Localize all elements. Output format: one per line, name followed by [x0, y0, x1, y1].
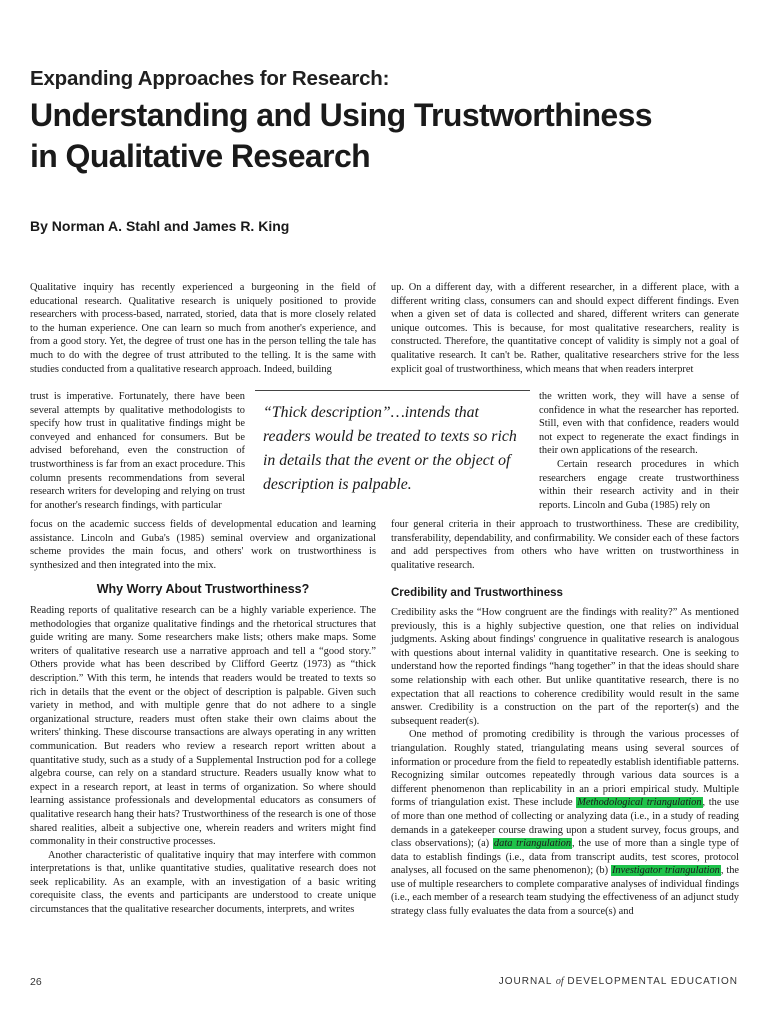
right-paragraph-top: up. On a different day, with a different researcher, in a different place, with a different writing class, consumers can and should expect different findings. Even when a given set of data is collected and shared, different writers can generate unique outcomes. This is because, for most qualitative researchers, reality is constructed. Therefore, the quantitative concept of validity is simply not a goal of qualitative research. It can't be. Rather, qualitative researchers strive for the less explicit goal of trustworthiness, which means that when readers interpret — [391, 282, 739, 375]
article-title — [30, 95, 750, 177]
journal-name-part1: JOURNAL — [498, 976, 553, 987]
body-paragraph: Credibility asks the “How congruent are the findings with reality?” As mentioned previously, this is a highly subjective question, one that relies on individual judgments. Asking about findings' congruence in qualitative research is analogous with questions about internal validity in quantitative research. One is seeking to understand how the reported findings “hang together” in that the ideas should share some relationship with each other. But unlike quantitative research, there is no expectation that all reactions to coherence credibility would result in the same answer. Credibility is a construction on the part of the reporter(s) and the subsequent reader(s). — [391, 607, 739, 727]
right-column-wrap — [539, 390, 739, 512]
title-line-1: Understanding and Using Trustworthiness — [30, 97, 652, 133]
highlight-data: data triangulation — [493, 838, 572, 850]
section-heading-why-worry: Why Worry About Trustworthiness? — [96, 582, 310, 596]
left-column-intro — [30, 281, 376, 376]
text-run: , the use of multiple researchers to complete comparative analyses of individual findings (i.e., each member of a research team studying the effectiveness of an adjunct study strategy class fully evaluates the data from a source(s) and — [391, 865, 740, 918]
body-paragraph: Reading reports of qualitative research can be a highly variable experience. The methodologies that organize qualitative findings and the rhetorical structures that guide writing are many. Some researchers make lists; others make maps. Some writers of qualitative research use a narrative approach and tell a “good story.” Others provide what has been described by Clifford Geertz (1973) as “thick description.” With this term, he intends that readers would be treated to texts so rich in details that the event or the object of description is palpable. Given such variety in method, and with multiple genre that do not adhere to a single organizational structure, readers must often stake their own claims about the writers' thinking. These discourse transactions are always operating in any written communication. But readers who review a research report written about a quantitative study, such as a study of a Supplemental Instruction pod for a college algebra course, can rely on a standard structure. Readers usually know what to expect in a research report, at least in terms of organization. So where should learning assistance professionals and developmental educators as consumers of qualitative research hang their hats? Trustworthiness of the research is one of those shared realities, albeit a subjective one, wherein readers and writers might find commonality in their constructive processes. — [30, 605, 376, 848]
right-paragraph-rest: four general criteria in their approach to trustworthiness. These are credibility, transferability, dependability, and confirmability. We consider each of these factors and add perspectives from others who have written on trustworthiness in qualitative research. — [391, 519, 739, 571]
highlight-methodological: Methodological triangulation — [577, 797, 702, 809]
highlight-investigator: Investigator triangulation — [611, 865, 720, 877]
section-heading-credibility: Credibility and Trustworthiness — [391, 587, 563, 599]
article-kicker: Expanding Approaches for Research: — [30, 67, 390, 90]
right-column-rest — [391, 518, 739, 572]
journal-name-part2: DEVELOPMENTAL EDUCATION — [567, 976, 738, 987]
left-column-body — [30, 604, 376, 917]
journal-name — [499, 976, 738, 987]
right-paragraph-wrap-2: Certain research procedures in which researchers engage create trustworthiness within their research activity and in their reports. Lincoln and Guba (1985) rely on — [539, 458, 739, 511]
page-number: 26 — [30, 976, 42, 988]
body-paragraph: Another characteristic of qualitative inquiry that may interfere with common interpretations is that, unlike quantitative studies, qualitative research does not seek replicability. As an example, with an investigation of a basic writing corequisite class, the events and participants are understood to create unique circumstances that the qualitative researcher documents, interprets, and writes — [30, 849, 376, 916]
right-column-top — [391, 281, 739, 376]
body-paragraph-triangulation — [391, 728, 739, 918]
right-column-body — [391, 606, 739, 919]
left-column-rest — [30, 518, 376, 572]
text-run: , the use of more than a single type of data to establish findings (i.e., data from transcript audits, test scores, protocol analyses, all focused on the same phenomenon); (b) — [391, 838, 739, 877]
left-column-wrap — [30, 390, 245, 512]
text-run: One method of promoting credibility is through the various processes of triangulation. Roughly stated, triangulating means using several sources of information or procedure from the field to repeatedly establish identifiable patterns. Recognizing similar outcomes repeatedly through various data sources is a different phenomenon than replicability in an a priori empirical study. Multiple forms of triangulation exist. These include — [391, 729, 739, 809]
journal-name-of: of — [555, 976, 564, 987]
pull-quote-text: “Thick description”…intends that readers would be treated to texts so rich in details that the event or the object of description is palpable. — [263, 404, 517, 493]
intro-paragraph-top: Qualitative inquiry has recently experienced a burgeoning in the field of educational research. Qualitative research is uniquely positioned to provide researchers with process-based, narrated, storied, data that is more closely related to the human experience. One can learn so much from another's experience, and from a good story. Yet, the degree of trust one has in the person telling the tale has much to do with the degree of trust attributed to the telling. It is the same with studies conducted from a qualitative research approach. Indeed, building — [30, 282, 376, 375]
title-line-2: in Qualitative Research — [30, 138, 371, 174]
intro-paragraph-wrap: trust is imperative. Fortunately, there have been several attempts by qualitative methodologists to specify how trust in qualitative findings might be conveyed and enhanced for consumers. But be advised beforehand, even the construction of trustworthiness is far from an exact procedure. This column presents recommendations from several research writers for developing and relying on trust for another's research findings, with particular — [30, 391, 245, 511]
pull-quote — [255, 390, 530, 503]
right-paragraph-wrap-1: the written work, they will have a sense of confidence in what the researcher has reported. Still, even with that confidence, readers would not expect to regenerate the exact findings in their own applications of the research. — [539, 391, 739, 457]
byline: By Norman A. Stahl and James R. King — [30, 218, 290, 234]
intro-paragraph-rest: focus on the academic success fields of developmental education and learning assistance. Lincoln and Guba's (1985) seminal overview and organizational scheme provides the main focus, and others' work on trustworthiness is synthesized and then integrated into the mix. — [30, 519, 376, 571]
text-run: , the use of more than one method of collecting or analyzing data (i.e., in a study of reading demands in a gatekeeper course drawing upon a student survey, focus groups, and class observations); (a) — [391, 797, 739, 850]
